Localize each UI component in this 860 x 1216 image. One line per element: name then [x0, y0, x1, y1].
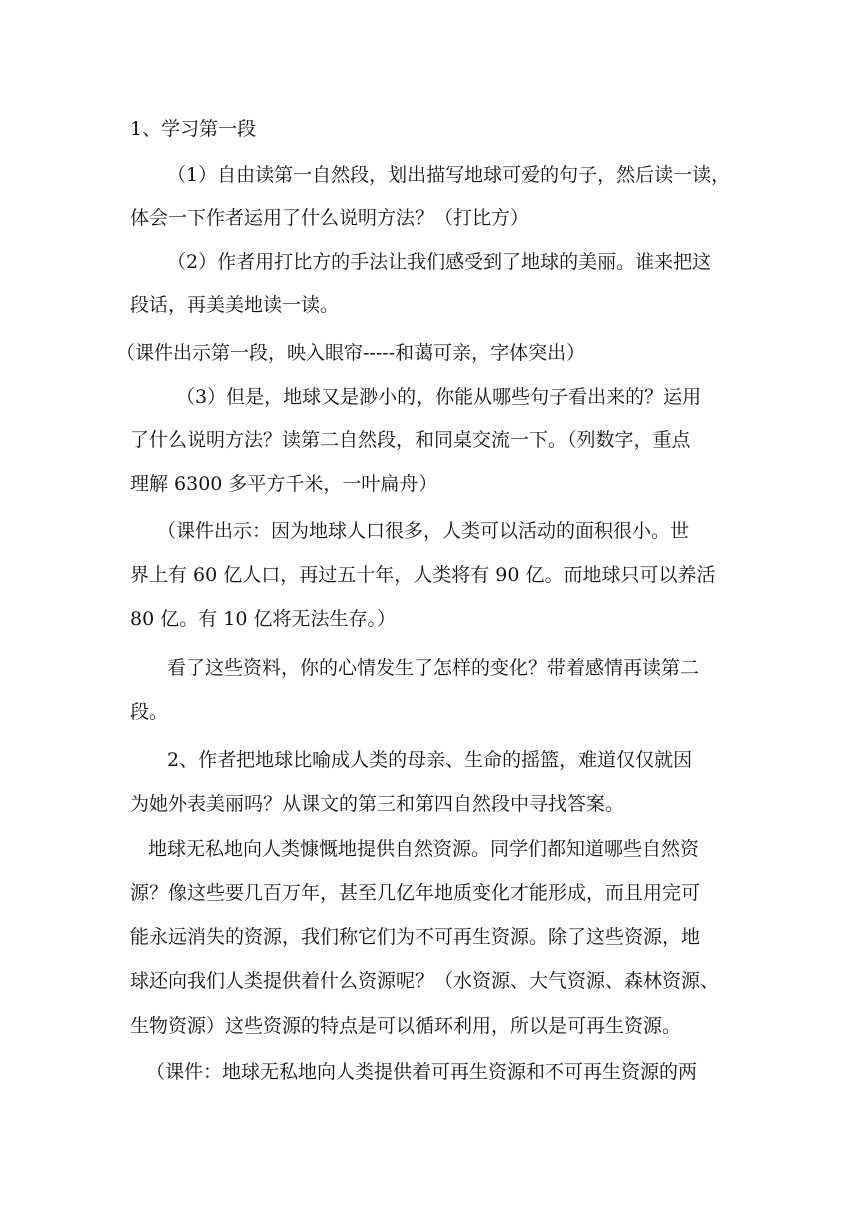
text-line: 生物资源）这些资源的特点是可以循环利用，所以是可再生资源。 [130, 1015, 682, 1037]
text-line: 界上有 60 亿人口，再过五十年，人类将有 90 亿。而地球只可以养活 [130, 564, 716, 586]
text-line: 看了这些资料，你的心情发生了怎样的变化？带着感情再读第二 [167, 657, 700, 679]
text-line: 地球无私地向人类慷慨地提供自然资源。同学们都知道哪些自然资 [148, 838, 700, 860]
text-line: （2）作者用打比方的手法让我们感受到了地球的美丽。谁来把这 [167, 251, 712, 273]
text-line: 为她外表美丽吗？从课文的第三和第四自然段中寻找答案。 [130, 793, 625, 815]
text-line: （1）自由读第一自然段，划出描写地球可爱的句子，然后读一读， [167, 164, 731, 186]
text-line: （课件出示：因为地球人口很多，人类可以活动的面积很小。世 [157, 520, 690, 542]
text-line: 理解 6300 多平方千米，一叶扁舟） [130, 473, 438, 495]
text-line: 体会一下作者运用了什么说明方法？（打比方） [130, 207, 530, 229]
text-line: 源？像这些要几百万年，甚至几亿年地质变化才能形成，而且用完可 [130, 882, 701, 904]
text-line: （课件出示第一段，映入眼帘-----和蔼可亲，字体突出） [116, 342, 586, 364]
text-line: 段。 [130, 701, 169, 723]
text-line: 了什么说明方法？读第二自然段，和同桌交流一下。（列数字，重点 [130, 429, 691, 451]
text-line: （课件：地球无私地向人类提供着可再生资源和不可再生资源的两 [146, 1061, 698, 1083]
text-line: 球还向我们人类提供着什么资源呢？（水资源、大气资源、森林资源、 [130, 970, 720, 992]
text-line: （3）但是，地球又是渺小的，你能从哪些句子看出来的？运用 [176, 386, 702, 408]
text-line: 2、作者把地球比喻成人类的母亲、生命的摇篮，难道仅仅就因 [167, 749, 693, 771]
text-line: 能永远消失的资源，我们称它们为不可再生资源。除了这些资源，地 [130, 926, 701, 948]
section-heading: 1、学习第一段 [130, 118, 257, 140]
text-line: 段话，再美美地读一读。 [130, 294, 340, 316]
text-line: 80 亿。有 10 亿将无法生存。） [130, 608, 396, 630]
